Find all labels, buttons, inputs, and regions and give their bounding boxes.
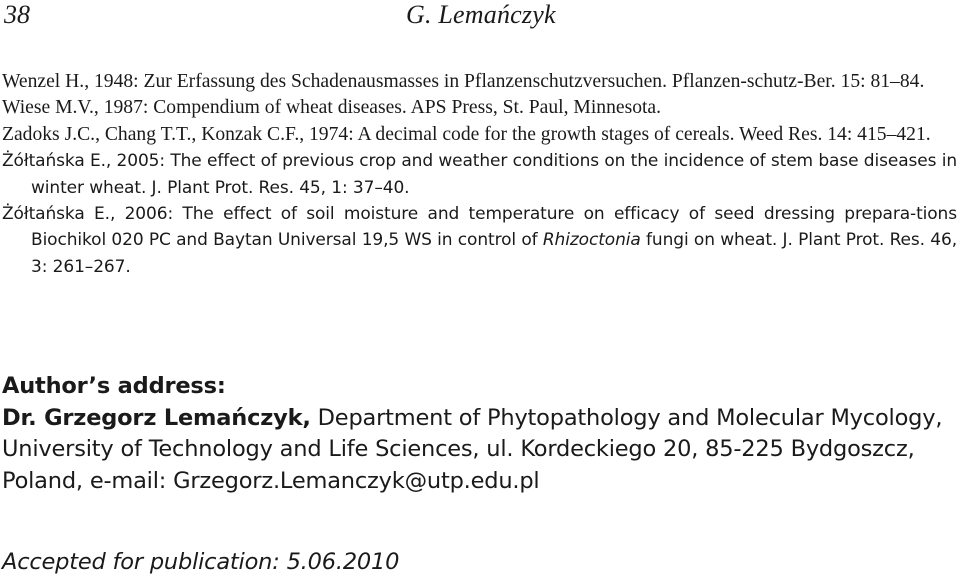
- reference-item: Żółtańska E., 2005: The effect of previous crop and weather conditions on the incidence of stem base diseases in winter wheat. J. Plant Prot. Res. 45, 1: 37–40.: [2, 151, 957, 198]
- reference-item: Wenzel H., 1948: Zur Erfassung des Schadenausmasses in Pflanzenschutzversuchen. Pflanzen-schutz-Ber. 15: 81–84.: [2, 71, 925, 92]
- reference-text: Żółtańska E., 2006: The effect of soil moisture and temperature on efficacy of seed dressing prepara-tions Biochikol 020 PC and Baytan Universal 19,5 WS in control of: [2, 204, 957, 251]
- reference-item: Zadoks J.C., Chang T.T., Konzak C.F., 1974: A decimal code for the growth stages of cereals. Weed Res. 14: 415–421.: [2, 123, 931, 145]
- author-address-details: Department of Phytopathology and Molecular Mycology, University of Technology and Life Sciences, ul. Kordeckiego 20, 85-225 Bydgoszcz, Poland, e-mail: Grzegorz.Lemanczyk@utp.edu.pl: [2, 404, 943, 494]
- running-head: G. Lemańczyk: [406, 0, 556, 29]
- author-address-body: [2, 403, 957, 498]
- reference-italic-taxon: Rhizoctonia: [542, 230, 641, 251]
- page-number: 38: [4, 0, 30, 29]
- author-address-heading: Author’s address:: [2, 373, 226, 399]
- author-address: [2, 371, 957, 497]
- page-header: [2, 0, 952, 40]
- reference-text: fungi on wheat. J. Plant Prot. Res. 46, 3: 261–267.: [31, 230, 957, 277]
- author-name: Dr. Grzegorz Lemańczyk,: [2, 404, 311, 431]
- reference-item: [2, 201, 957, 280]
- reference-list: [2, 69, 957, 280]
- reference-item: Wiese M.V., 1987: Compendium of wheat diseases. APS Press, St. Paul, Minnesota.: [2, 97, 662, 119]
- accepted-date: Accepted for publication: 5.06.2010: [2, 549, 400, 575]
